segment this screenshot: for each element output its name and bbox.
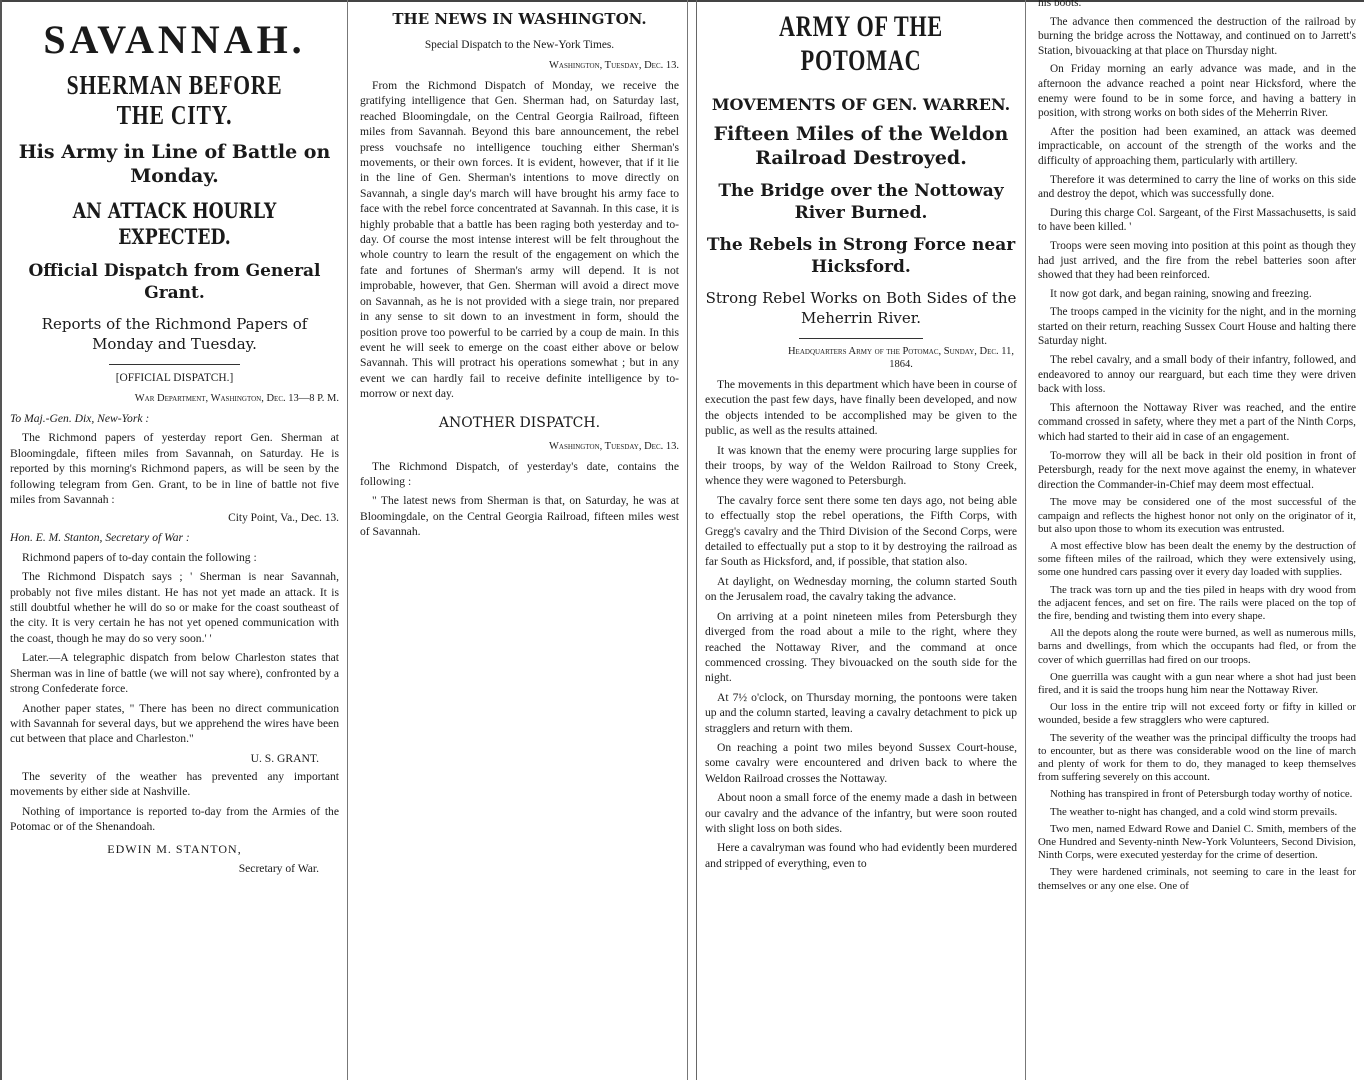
headline-army-potomac: ARMY OF THE POTOMAC: [779, 10, 943, 77]
paragraph: All the depots along the route were burned, as well as numerous mills, barns and dwellings, from which the occupants had fled, or from the cover of which guerrillas had fired on our troops.: [1038, 627, 1356, 666]
paragraph: At daylight, on Wednesday morning, the column started South on the Jerusalem road, the cavalry taking the advance.: [705, 574, 1017, 604]
paragraph: The Richmond Dispatch says ; ' Sherman is near Savannah, probably not five miles distant. He has not yet made an attack. It is still doubtful whether he will do so or make for the coast southeast of the city. It is very certain he has not yet opened communication with the coast, though he may do so very soon.' ': [10, 570, 339, 645]
subhead-another-dispatch: ANOTHER DISPATCH.: [438, 414, 601, 431]
paragraph: The rebel cavalry, and a small body of their infantry, followed, and endeavored to annoy our rearguard, but each time they were driven back with loss.: [1038, 354, 1356, 396]
paragraph: The weather to-night has changed, and a cold wind storm prevails.: [1050, 805, 1338, 818]
paragraph: It was known that the enemy were procuring large supplies for their troops, by way of the Weldon Railroad to Stony Creek, whence they were wagoned to Petersburgh.: [705, 443, 1017, 488]
paragraph: Therefore it was determined to carry the line of works on this side and destroy the depot, which was successfully done.: [1038, 173, 1356, 201]
special-dispatch-label: Special Dispatch to the New-York Times.: [424, 39, 615, 51]
addressee: Hon. E. M. Stanton, Secretary of War :: [10, 531, 190, 545]
dateline: Washington, Tuesday, Dec. 13.: [549, 60, 679, 71]
paragraph: Troops were seen moving into position at this point as though they had just arrived, and the fire from the rebel batteries soon after showed that they had been reinforced.: [1038, 239, 1356, 282]
paragraph: About noon a small force of the enemy made a dash in between our cavalry and the advance of the infantry, but were soon routed with slight loss on both sides.: [705, 791, 1017, 835]
dateline: Headquarters Army of the Potomac, Sunday, Dec. 11, 1864.: [787, 346, 1015, 370]
deck-line-of-battle: His Army in Line of Battle on Monday.: [18, 141, 331, 187]
deck-richmond-papers: Reports of the Richmond Papers of Monday and Tuesday.: [41, 315, 308, 353]
paragraph: This afternoon the Nottaway River was reached, and the entire command crossed in safety, where they met a part of the Ninth Corps, which had started to their aid in case of an engagement.: [1038, 401, 1356, 444]
paragraph: Nothing of importance is reported to-day from the Armies of the Potomac or of the Shenandoah.: [10, 804, 339, 833]
paragraph: At 7½ o'clock, on Thursday morning, the pontoons were taken up and the column started, leaving a cavalry detachment to pick up stragglers and return with them.: [705, 690, 1017, 735]
dateline: City Point, Va., Dec. 13.: [228, 512, 339, 525]
paragraph: They were hardened criminals, not seeming to care in the least for themselves or any one else. One of: [1038, 866, 1356, 892]
paragraph: On arriving at a point nineteen miles from Petersburgh they diverged from the road about a mile to the right, where they reached the Nottaway River, and the command at once commenced crossing. They bivouacked on the south side for the night.: [705, 609, 1017, 685]
paragraph: From the Richmond Dispatch of Monday, we receive the gratifying intelligence that Gen. Sherman had, on Saturday last, reached Bloomingdale, on the Central Georgia Railroad, fifteen miles from Savannah. Beyond this bare announcement, the rebel press vouchsafe no intelligence touching either Sherman's movements, or their own forces. It is evident, however, that if it lie in the line of Gen. Sherman's intentions to move directly on Savannah, a single day's march will have brought his army face to face with the rebel force concentrated at Savannah. In this case, it is highly probable that a battle has been raging both yesterday and to-day. Of course the most intense interest will be felt throughout the whole country to learn the result of the engagement on which the fate and fortunes of Sherman's army will depend. It is not improbable, however, that Gen. Sherman will avoid a direct move on Savannah, as he is not provided with a siege train, nor prepared in any sense to sit down to an investment in form, should the position prove too powerful to be carried by a coup de main. In this event he will seek to emerge on the coast either above or below Savannah. This will protract his operations somewhat ; but in any event we can hardly fail to receive definite intelligence by to-morrow or next day.: [360, 79, 679, 401]
paragraph: During this charge Col. Sargeant, of the First Massachusetts, is said to have been killed. ': [1038, 206, 1356, 234]
dateline: Washington, Tuesday, Dec. 13.: [549, 440, 679, 452]
headline-savannah: SAVANNAH.: [43, 17, 306, 62]
headline-news-washington: THE NEWS IN WASHINGTON.: [392, 10, 647, 28]
paragraph: The Richmond papers of yesterday report Gen. Sherman at Bloomingdale, fifteen miles from Savannah, on Saturday. He is reported by this morning's Richmond papers, as will be seen by the following telegram from Gen. Grant, to be in line of battle not five miles from Savannah :: [10, 431, 339, 507]
deck-attack-expected: AN ATTACK HOURLY EXPECTED.: [72, 198, 277, 249]
paragraph: The move may be considered one of the most successful of the campaign and reflects the highest honor not only on the originator of it, but also upon those to whom its execution was entrusted.: [1038, 496, 1356, 535]
section-rule: [109, 364, 241, 365]
signature-grant: U. S. GRANT.: [250, 751, 319, 765]
column-news-washington: [352, 0, 688, 1080]
paragraph: To-morrow they will all be back in their old position in front of Petersburgh, ready for the next move against the enemy, in whatever direction the Commander-in-Chief may deem most effectual.: [1038, 449, 1356, 491]
section-rule: [799, 338, 924, 339]
deck-sherman-before-city: SHERMAN BEFORE THE CITY.: [66, 70, 283, 130]
paragraph: After the position had been examined, an attack was deemed impracticable, on account of the strength of the works and the difficulty of approaching them, particularly with artillery.: [1038, 125, 1356, 167]
paragraph: It now got dark, and began raining, snowing and freezing.: [1050, 287, 1312, 300]
paragraph: Our loss in the entire trip will not exceed forty or fifty in killed or wounded, beside a few stragglers who were captured.: [1038, 701, 1356, 727]
column-army-potomac: [696, 0, 1026, 1080]
column-potomac-continued: [1030, 0, 1364, 1080]
deck-meherrin-works: Strong Rebel Works on Both Sides of the Meherrin River.: [705, 289, 1017, 327]
column-savannah: [0, 0, 348, 1080]
salutation: To Maj.-Gen. Dix, New-York :: [10, 412, 150, 425]
signature-stanton: EDWIN M. STANTON,: [107, 842, 242, 857]
paragraph: The cavalry force sent there some ten days ago, not being able to effectually stop the rebel operations, the Fifth Corps, with Gregg's cavalry and the Third Division of the Second Corps, were detailed to effectually put a stop to it by destroying the railroad as far South as Hicksford, and, if possible, that station also.: [705, 493, 1017, 569]
paragraph: Later.—A telegraphic dispatch from below Charleston states that Sherman was in line of battle (we will not say where), confronted by a strong Confederate force.: [10, 651, 339, 696]
paragraph: Two men, named Edward Rowe and Daniel C. Smith, members of the One Hundred and Seventy-ninth New-York Volunteers, Second Division, Ninth Corps, were executed yesterday for the crime of desertion.: [1038, 822, 1356, 862]
paragraph: Richmond papers of to-day contain the following :: [22, 550, 257, 564]
paragraph: " The latest news from Sherman is that, on Saturday, he was at Bloomingdale, on the Central Georgia Railroad, fifteen miles west of Savannah.: [360, 494, 679, 539]
deck-movements-warren: MOVEMENTS OF GEN. WARREN.: [711, 95, 1011, 114]
paragraph: One guerrilla was caught with a gun near where a shot had just been fired, and it is said the troops hung him near the Nottaway River.: [1038, 670, 1356, 697]
deck-official-dispatch: Official Dispatch from General Grant.: [28, 261, 321, 303]
paragraph: The advance then commenced the destruction of the railroad by burning the bridge across the Nottaway, and continued on to Jarrett's Station, bivouacking at that place on Thursday night.: [1038, 15, 1356, 57]
paragraph: The movements in this department which have been in course of execution the past few days, have finally been developed, and now the objects intended to be accomplished may be given to the public, as well as the results attained.: [705, 378, 1017, 438]
paragraph: Nothing has transpired in front of Petersburgh today worthy of notice.: [1050, 788, 1353, 801]
official-dispatch-label: [OFFICIAL DISPATCH.]: [115, 372, 234, 384]
paragraph: his boots.: [1038, 0, 1082, 9]
deck-rebels-hicksford: The Rebels in Strong Force near Hicksford.: [706, 235, 1016, 277]
paragraph: The severity of the weather has prevented any important movements by either side at Nashville.: [10, 769, 339, 799]
paragraph: The Richmond Dispatch, of yesterday's date, contains the following :: [360, 459, 679, 488]
paragraph: The severity of the weather was the principal difficulty the troops had to encounter, but as there was considerable wood on the line of march and plenty of work for them to do, they managed to keep themselves from suffering severely on this account.: [1038, 731, 1356, 784]
signature-title: Secretary of War.: [238, 862, 319, 876]
paragraph: On reaching a point two miles beyond Sussex Court-house, some cavalry were encountered and driven back to where the Weldon Railroad crosses the Nottaway.: [705, 740, 1017, 785]
paragraph: A most effective blow has been dealt the enemy by the destruction of some fifteen miles of the railroad, which they were extensively using, some one hundred cars passing over it every day loaded with supplies.: [1038, 540, 1356, 579]
deck-weldon-railroad: Fifteen Miles of the Weldon Railroad Destroyed.: [713, 123, 1009, 169]
paragraph: On Friday morning an early advance was made, and in the afternoon the advance reached a point near Hicksford, where the enemy were found to be in some force, and having a battery in position, with strong works on both sides of the Meherrin River.: [1038, 63, 1356, 120]
paragraph: The troops camped in the vicinity for the night, and in the morning started on their return, reaching Sussex Court House and halting there Saturday night.: [1038, 306, 1356, 348]
paragraph: Another paper states, " There has been no direct communication with Savannah for several days, but we apprehend the wires have been cut between that place and Charleston.": [10, 701, 339, 746]
deck-nottoway-bridge: The Bridge over the Nottoway River Burned.: [718, 181, 1004, 223]
paragraph: Here a cavalryman was found who had evidently been murdered and stripped of everything, even to: [705, 841, 1017, 870]
dateline: War Department, Washington, Dec. 13—8 P. M.: [134, 393, 339, 404]
paragraph: The track was torn up and the ties piled in heaps with dry wood from the adjacent fences, and set on fire. The rails were placed on the top of the fire, bending and twisting them into every shape.: [1038, 583, 1356, 623]
